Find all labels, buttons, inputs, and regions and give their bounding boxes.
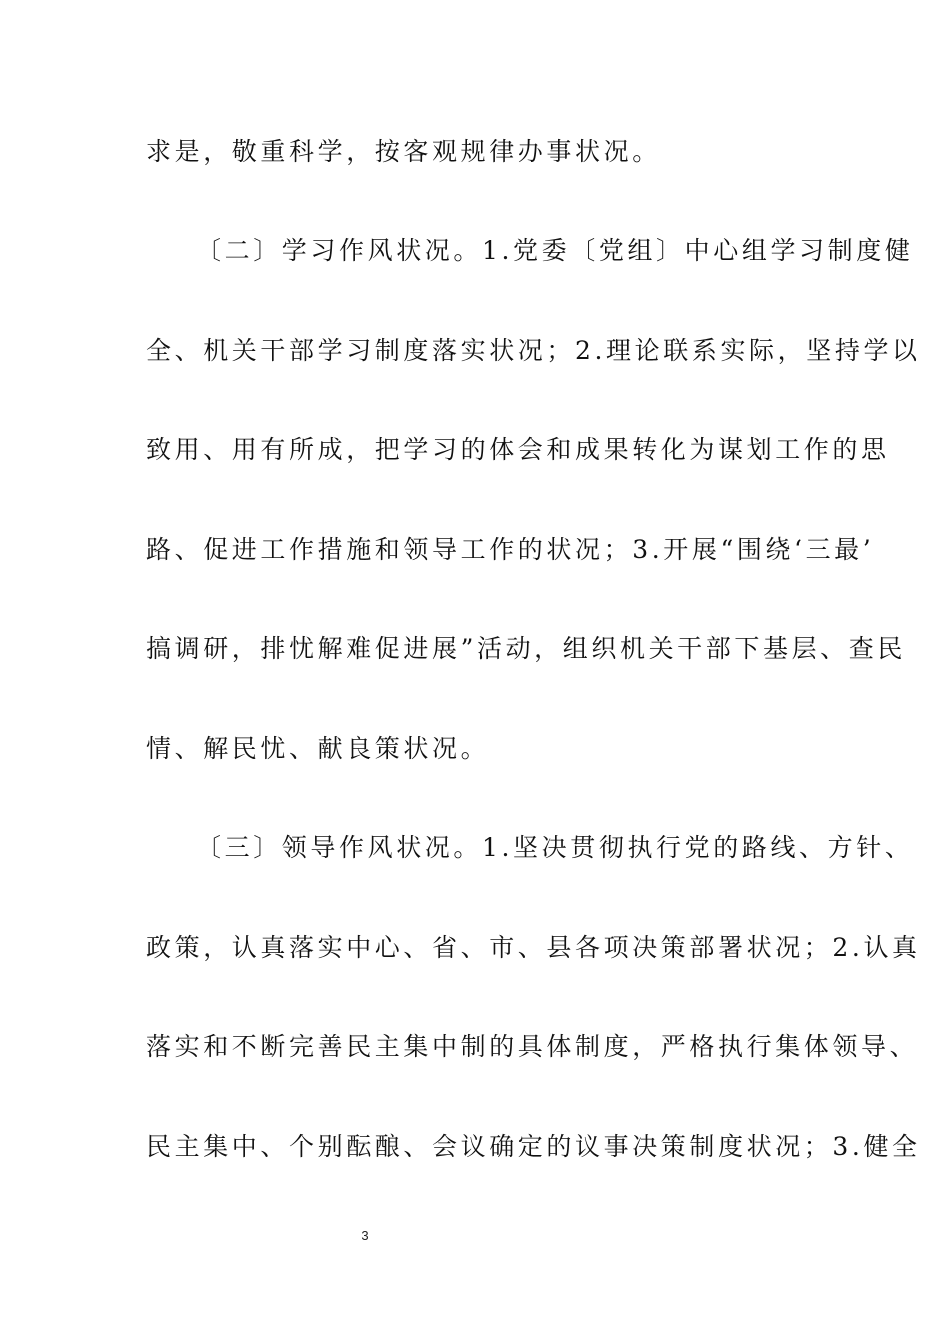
text-line: 落实和不断完善民主集中制的具体制度，严格执行集体领导、	[146, 1032, 919, 1061]
text-line: 全、机关干部学习制度落实状况；2.理论联系实际，坚持学以	[146, 336, 921, 365]
text-line: 致用、用有所成，把学习的体会和成果转化为谋划工作的思	[146, 435, 890, 464]
text-line: 路、促进工作措施和领导工作的状况；3.开展“围绕‘三最’	[146, 535, 875, 564]
text-line: 求是，敬重科学，按客观规律办事状况。	[146, 137, 661, 166]
text-line: 政策，认真落实中心、省、市、县各项决策部署状况；2.认真	[146, 933, 921, 962]
paragraph-heading-line: 〔二〕学习作风状况。1.党委〔党组〕中心组学习制度健	[196, 236, 914, 265]
text-line: 情、解民忧、献良策状况。	[146, 734, 490, 763]
page-number: 3	[361, 1228, 369, 1243]
text-line: 民主集中、个别酝酿、会议确定的议事决策制度状况；3.健全	[146, 1132, 921, 1161]
text-line: 搞调研，排忧解难促进展”活动，组织机关干部下基层、查民	[146, 634, 906, 663]
paragraph-heading-line: 〔三〕领导作风状况。1.坚决贯彻执行党的路线、方针、	[196, 833, 914, 862]
